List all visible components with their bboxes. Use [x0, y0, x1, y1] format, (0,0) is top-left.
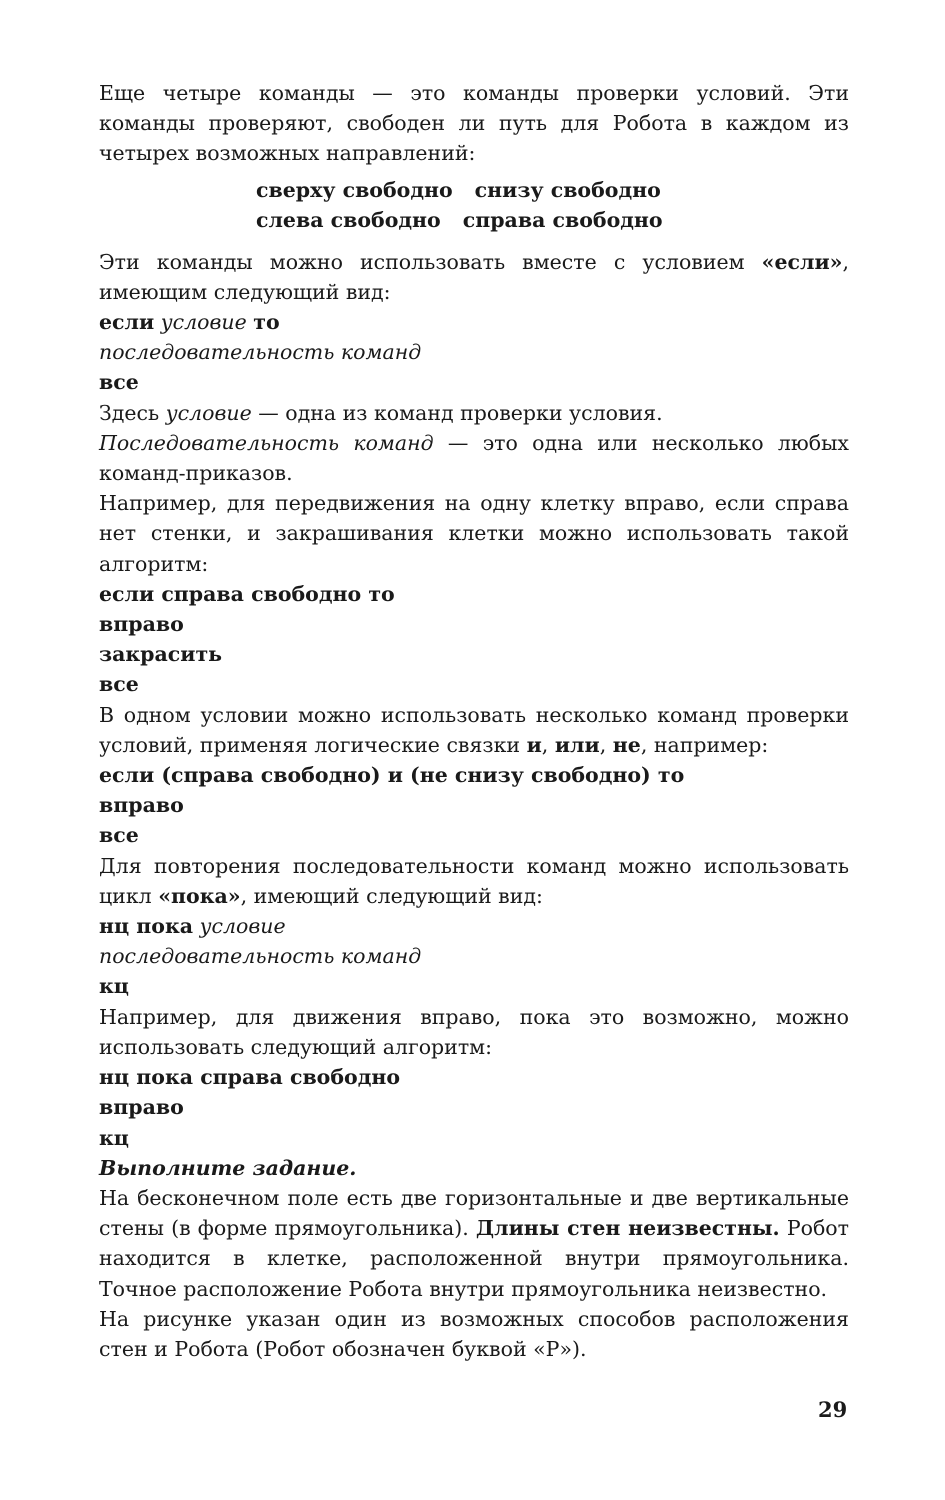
- logic-sep1: ,: [541, 732, 555, 757]
- cmd-left: слева свободно: [256, 207, 441, 232]
- check-commands-block: [99, 175, 849, 235]
- while-syntax-condition: условие: [199, 914, 286, 939]
- if-example-paragraph: Например, для передвижения на одну клетку вправо, если справа нет стенки, и закрашивания клетки можно использовать такой алгоритм:: [99, 491, 849, 576]
- task-paragraph-1: [99, 1183, 849, 1304]
- while-example-code: [99, 1062, 849, 1153]
- here-prefix: Здесь: [99, 400, 166, 425]
- if-syntax-line: [99, 307, 849, 337]
- if-syntax-condition: условие: [160, 310, 247, 335]
- page-content: [99, 78, 849, 1364]
- code-line: если (справа свободно) и (не снизу свободно) то: [99, 763, 685, 788]
- code-line: кц: [99, 1125, 129, 1150]
- while-syntax-end: кц: [99, 974, 129, 999]
- while-syntax-start: нц пока: [99, 914, 194, 939]
- logic-text: В одном условии можно использовать несколько команд проверки условий, применяя логические связки: [99, 702, 849, 757]
- cmd-up: сверху свободно: [256, 177, 453, 202]
- task-p1-bold: Длины стен неизвестны.: [475, 1216, 780, 1241]
- sequence-paragraph: [99, 428, 849, 488]
- task-p1-tail: Робот находится в клетке, расположенной внутри прямоугольника. Точное расположение Робота внутри прямоугольника неизвестно.: [99, 1216, 849, 1301]
- code-line: вправо: [99, 793, 184, 818]
- logic-not: не: [612, 732, 641, 757]
- cmd-down: снизу свободно: [474, 177, 661, 202]
- here-term: условие: [165, 400, 252, 425]
- sequence-term: Последовательность команд: [99, 430, 434, 455]
- if-example-code: [99, 579, 849, 700]
- logic-sep2: ,: [599, 732, 613, 757]
- task-p1-text: На бесконечном поле есть две горизонтальные и две вертикальные стены (в форме прямоугольника).: [99, 1185, 849, 1241]
- sequence-text: — это одна или несколько любых команд-приказов.: [99, 430, 849, 486]
- if-intro-paragraph: [99, 247, 849, 307]
- intro-paragraph: Еще четыре команды — это команды проверки условий. Эти команды проверяют, свободен ли путь для Робота в каждом из четырех возможных направлений:: [99, 81, 849, 166]
- page-number: 29: [818, 1397, 848, 1422]
- if-intro-tail: , имеющим следующий вид:: [99, 249, 849, 304]
- code-line: вправо: [99, 612, 184, 637]
- if-syntax-sequence: последовательность команд: [99, 340, 422, 365]
- while-syntax-sequence: последовательность команд: [99, 944, 422, 969]
- code-line: все: [99, 823, 139, 848]
- if-syntax-then: то: [253, 310, 280, 335]
- while-intro-paragraph: [99, 851, 849, 911]
- if-keyword: «если»: [761, 249, 843, 274]
- while-intro-text: Для повторения последовательности команд можно использовать цикл: [99, 853, 849, 908]
- if-intro-text: Эти команды можно использовать вместе с условием: [99, 249, 762, 274]
- logic-paragraph: [99, 700, 849, 760]
- if-syntax-end: все: [99, 370, 139, 395]
- code-line: все: [99, 672, 139, 697]
- logic-example-code: [99, 760, 849, 851]
- while-example-paragraph: Например, для движения вправо, пока это возможно, можно использовать следующий алгоритм:: [99, 1004, 849, 1059]
- logic-and: и: [526, 732, 542, 757]
- logic-tail: , например:: [640, 732, 769, 757]
- while-keyword: «пока»: [158, 883, 241, 908]
- code-line: закрасить: [99, 642, 223, 667]
- while-intro-tail: , имеющий следующий вид:: [240, 883, 543, 908]
- task-paragraph-2: На рисунке указан один из возможных способов расположения стен и Робота (Робот обозначен буквой «Р»).: [99, 1306, 849, 1361]
- task-heading: Выполните задание.: [99, 1155, 357, 1180]
- while-syntax-line: [99, 911, 849, 941]
- code-line: нц пока справа свободно: [99, 1065, 401, 1090]
- code-line: вправо: [99, 1095, 184, 1120]
- here-text: — одна из команд проверки условия.: [251, 400, 663, 425]
- code-line: если справа свободно то: [99, 581, 395, 606]
- logic-or: или: [554, 732, 600, 757]
- here-paragraph: [99, 398, 849, 428]
- if-syntax-if: если: [99, 310, 155, 335]
- cmd-right: справа свободно: [462, 207, 663, 232]
